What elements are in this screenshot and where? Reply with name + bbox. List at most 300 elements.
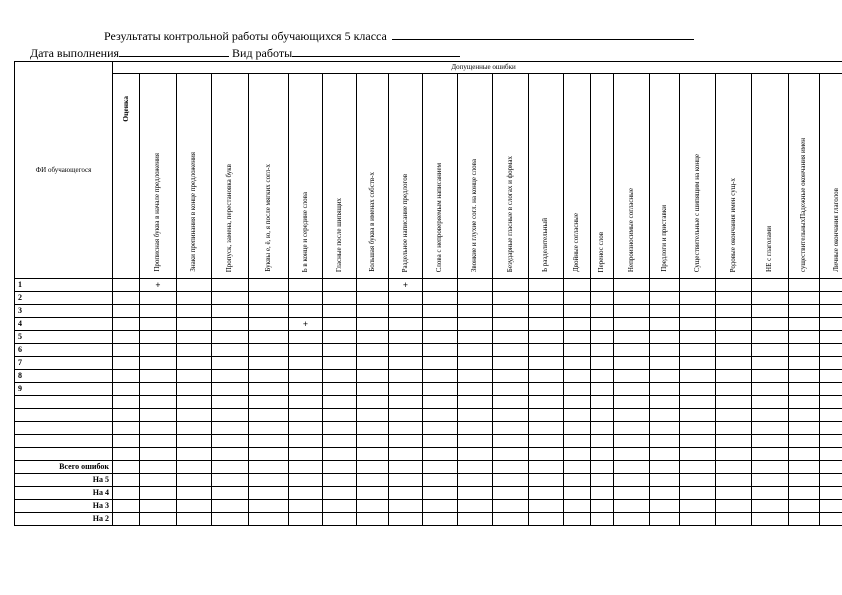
- error-mark-cell[interactable]: [614, 396, 650, 409]
- error-mark-cell[interactable]: [212, 448, 249, 461]
- error-mark-cell[interactable]: [820, 292, 842, 305]
- totals-cell[interactable]: [423, 513, 458, 526]
- error-mark-cell[interactable]: [389, 409, 423, 422]
- error-mark-cell[interactable]: [249, 409, 289, 422]
- totals-cell[interactable]: [113, 487, 140, 500]
- totals-cell[interactable]: [249, 487, 289, 500]
- error-mark-cell[interactable]: [752, 331, 789, 344]
- error-mark-cell[interactable]: [212, 344, 249, 357]
- error-mark-cell[interactable]: [289, 409, 323, 422]
- totals-cell[interactable]: [493, 487, 529, 500]
- error-mark-cell[interactable]: [529, 305, 564, 318]
- error-mark-cell[interactable]: [564, 370, 591, 383]
- error-mark-cell[interactable]: [140, 396, 177, 409]
- totals-cell[interactable]: [564, 461, 591, 474]
- totals-cell[interactable]: [680, 500, 716, 513]
- totals-cell[interactable]: [289, 474, 323, 487]
- error-mark-cell[interactable]: [389, 344, 423, 357]
- totals-cell[interactable]: [323, 500, 357, 513]
- error-mark-cell[interactable]: [249, 331, 289, 344]
- error-mark-cell[interactable]: [752, 396, 789, 409]
- error-mark-cell[interactable]: [323, 292, 357, 305]
- grade-cell[interactable]: [113, 279, 140, 292]
- error-mark-cell[interactable]: [820, 383, 842, 396]
- error-mark-cell[interactable]: [820, 448, 842, 461]
- error-mark-cell[interactable]: [357, 370, 389, 383]
- error-mark-cell[interactable]: [493, 305, 529, 318]
- error-mark-cell[interactable]: [140, 344, 177, 357]
- student-name-cell[interactable]: 7: [15, 357, 113, 370]
- totals-cell[interactable]: [113, 461, 140, 474]
- totals-cell[interactable]: [614, 474, 650, 487]
- error-mark-cell[interactable]: [458, 305, 493, 318]
- error-mark-cell[interactable]: [716, 396, 752, 409]
- error-mark-cell[interactable]: [389, 370, 423, 383]
- error-mark-cell[interactable]: [423, 344, 458, 357]
- error-mark-cell[interactable]: [249, 357, 289, 370]
- error-mark-cell[interactable]: [789, 305, 820, 318]
- error-mark-cell[interactable]: [680, 357, 716, 370]
- error-mark-cell[interactable]: [212, 279, 249, 292]
- grade-cell[interactable]: [113, 331, 140, 344]
- error-mark-cell[interactable]: [389, 357, 423, 370]
- error-mark-cell[interactable]: [591, 435, 614, 448]
- totals-cell[interactable]: [529, 461, 564, 474]
- error-mark-cell[interactable]: [389, 396, 423, 409]
- totals-cell[interactable]: [289, 461, 323, 474]
- totals-cell[interactable]: [752, 474, 789, 487]
- totals-cell[interactable]: [212, 474, 249, 487]
- totals-cell[interactable]: [140, 513, 177, 526]
- error-mark-cell[interactable]: [789, 292, 820, 305]
- error-mark-cell[interactable]: [140, 435, 177, 448]
- error-mark-cell[interactable]: [423, 318, 458, 331]
- totals-cell[interactable]: [752, 500, 789, 513]
- error-mark-cell[interactable]: [357, 409, 389, 422]
- error-mark-cell[interactable]: [650, 331, 680, 344]
- totals-cell[interactable]: [423, 461, 458, 474]
- totals-cell[interactable]: [591, 474, 614, 487]
- totals-cell[interactable]: [389, 513, 423, 526]
- totals-cell[interactable]: [212, 487, 249, 500]
- totals-cell[interactable]: [716, 474, 752, 487]
- totals-cell[interactable]: [789, 513, 820, 526]
- error-mark-cell[interactable]: [614, 292, 650, 305]
- error-mark-cell[interactable]: [591, 279, 614, 292]
- error-mark-cell[interactable]: [289, 331, 323, 344]
- totals-cell[interactable]: [323, 487, 357, 500]
- error-mark-cell[interactable]: [423, 370, 458, 383]
- error-mark-cell[interactable]: [529, 279, 564, 292]
- error-mark-cell[interactable]: [716, 370, 752, 383]
- error-mark-cell[interactable]: [389, 305, 423, 318]
- error-mark-cell[interactable]: [458, 292, 493, 305]
- totals-cell[interactable]: [113, 500, 140, 513]
- totals-cell[interactable]: [529, 474, 564, 487]
- error-mark-cell[interactable]: [820, 318, 842, 331]
- error-mark-cell[interactable]: [177, 396, 212, 409]
- error-mark-cell[interactable]: [650, 422, 680, 435]
- error-mark-cell[interactable]: [289, 279, 323, 292]
- totals-cell[interactable]: [614, 500, 650, 513]
- error-mark-cell[interactable]: [650, 448, 680, 461]
- totals-cell[interactable]: [423, 487, 458, 500]
- error-mark-cell[interactable]: [249, 370, 289, 383]
- error-mark-cell[interactable]: [716, 331, 752, 344]
- error-mark-cell[interactable]: [177, 409, 212, 422]
- error-mark-cell[interactable]: [591, 370, 614, 383]
- error-mark-cell[interactable]: [177, 357, 212, 370]
- student-name-cell[interactable]: [15, 396, 113, 409]
- error-mark-cell[interactable]: [650, 279, 680, 292]
- error-mark-cell[interactable]: [323, 370, 357, 383]
- grade-cell[interactable]: [113, 396, 140, 409]
- error-mark-cell[interactable]: [564, 292, 591, 305]
- totals-cell[interactable]: [177, 500, 212, 513]
- error-mark-cell[interactable]: [177, 318, 212, 331]
- error-mark-cell[interactable]: [529, 383, 564, 396]
- error-mark-cell[interactable]: [789, 448, 820, 461]
- totals-cell[interactable]: [752, 487, 789, 500]
- totals-cell[interactable]: [789, 461, 820, 474]
- error-mark-cell[interactable]: [820, 396, 842, 409]
- student-name-cell[interactable]: 5: [15, 331, 113, 344]
- error-mark-cell[interactable]: [650, 292, 680, 305]
- error-mark-cell[interactable]: [680, 409, 716, 422]
- totals-cell[interactable]: [591, 461, 614, 474]
- error-mark-cell[interactable]: [564, 305, 591, 318]
- error-mark-cell[interactable]: [140, 318, 177, 331]
- error-mark-cell[interactable]: [249, 305, 289, 318]
- totals-cell[interactable]: [716, 461, 752, 474]
- error-mark-cell[interactable]: [716, 422, 752, 435]
- error-mark-cell[interactable]: [323, 279, 357, 292]
- totals-cell[interactable]: [357, 461, 389, 474]
- error-mark-cell[interactable]: [614, 448, 650, 461]
- error-mark-cell[interactable]: [357, 448, 389, 461]
- error-mark-cell[interactable]: [789, 396, 820, 409]
- error-mark-cell[interactable]: [789, 357, 820, 370]
- totals-cell[interactable]: [140, 500, 177, 513]
- grade-cell[interactable]: [113, 435, 140, 448]
- error-mark-cell[interactable]: [680, 292, 716, 305]
- error-mark-cell[interactable]: [564, 435, 591, 448]
- error-mark-cell[interactable]: [357, 344, 389, 357]
- error-mark-cell[interactable]: [177, 279, 212, 292]
- totals-cell[interactable]: [289, 513, 323, 526]
- totals-cell[interactable]: [820, 500, 842, 513]
- error-mark-cell[interactable]: [564, 279, 591, 292]
- error-mark-cell[interactable]: [680, 396, 716, 409]
- error-mark-cell[interactable]: [249, 422, 289, 435]
- error-mark-cell[interactable]: +: [389, 279, 423, 292]
- error-mark-cell[interactable]: [493, 344, 529, 357]
- error-mark-cell[interactable]: [423, 357, 458, 370]
- error-mark-cell[interactable]: [389, 448, 423, 461]
- totals-cell[interactable]: [820, 513, 842, 526]
- error-mark-cell[interactable]: [650, 383, 680, 396]
- totals-cell[interactable]: [591, 500, 614, 513]
- error-mark-cell[interactable]: [357, 383, 389, 396]
- error-mark-cell[interactable]: [591, 422, 614, 435]
- totals-cell[interactable]: [177, 513, 212, 526]
- error-mark-cell[interactable]: [529, 422, 564, 435]
- error-mark-cell[interactable]: [820, 331, 842, 344]
- error-mark-cell[interactable]: [789, 435, 820, 448]
- error-mark-cell[interactable]: [650, 435, 680, 448]
- error-mark-cell[interactable]: [820, 370, 842, 383]
- totals-cell[interactable]: [820, 487, 842, 500]
- totals-cell[interactable]: [389, 487, 423, 500]
- error-mark-cell[interactable]: [529, 344, 564, 357]
- error-mark-cell[interactable]: [591, 409, 614, 422]
- error-mark-cell[interactable]: [493, 357, 529, 370]
- error-mark-cell[interactable]: [752, 318, 789, 331]
- error-mark-cell[interactable]: [591, 331, 614, 344]
- grade-cell[interactable]: [113, 370, 140, 383]
- totals-cell[interactable]: [650, 461, 680, 474]
- error-mark-cell[interactable]: [716, 448, 752, 461]
- error-mark-cell[interactable]: [564, 318, 591, 331]
- totals-cell[interactable]: [289, 487, 323, 500]
- error-mark-cell[interactable]: [289, 448, 323, 461]
- error-mark-cell[interactable]: [177, 422, 212, 435]
- totals-cell[interactable]: [249, 500, 289, 513]
- error-mark-cell[interactable]: [389, 422, 423, 435]
- error-mark-cell[interactable]: [323, 331, 357, 344]
- totals-cell[interactable]: [820, 474, 842, 487]
- error-mark-cell[interactable]: [212, 422, 249, 435]
- totals-cell[interactable]: [458, 513, 493, 526]
- error-mark-cell[interactable]: [177, 448, 212, 461]
- totals-cell[interactable]: [177, 487, 212, 500]
- totals-cell[interactable]: [650, 474, 680, 487]
- error-mark-cell[interactable]: [249, 435, 289, 448]
- error-mark-cell[interactable]: [212, 383, 249, 396]
- totals-cell[interactable]: [389, 500, 423, 513]
- error-mark-cell[interactable]: [650, 344, 680, 357]
- error-mark-cell[interactable]: [458, 409, 493, 422]
- error-mark-cell[interactable]: [591, 448, 614, 461]
- error-mark-cell[interactable]: [716, 318, 752, 331]
- error-mark-cell[interactable]: [716, 344, 752, 357]
- error-mark-cell[interactable]: [752, 448, 789, 461]
- totals-cell[interactable]: [614, 461, 650, 474]
- totals-cell[interactable]: [789, 474, 820, 487]
- error-mark-cell[interactable]: [650, 370, 680, 383]
- error-mark-cell[interactable]: [289, 344, 323, 357]
- totals-cell[interactable]: [650, 487, 680, 500]
- error-mark-cell[interactable]: [716, 279, 752, 292]
- error-mark-cell[interactable]: [752, 279, 789, 292]
- error-mark-cell[interactable]: [177, 292, 212, 305]
- totals-cell[interactable]: [458, 487, 493, 500]
- totals-cell[interactable]: [177, 474, 212, 487]
- error-mark-cell[interactable]: [140, 331, 177, 344]
- error-mark-cell[interactable]: [389, 292, 423, 305]
- student-name-cell[interactable]: [15, 409, 113, 422]
- error-mark-cell[interactable]: [820, 279, 842, 292]
- error-mark-cell[interactable]: [614, 409, 650, 422]
- error-mark-cell[interactable]: [458, 422, 493, 435]
- totals-cell[interactable]: [716, 487, 752, 500]
- error-mark-cell[interactable]: [323, 318, 357, 331]
- grade-cell[interactable]: [113, 318, 140, 331]
- grade-cell[interactable]: [113, 357, 140, 370]
- error-mark-cell[interactable]: [529, 331, 564, 344]
- totals-cell[interactable]: [614, 487, 650, 500]
- error-mark-cell[interactable]: [323, 422, 357, 435]
- error-mark-cell[interactable]: [323, 383, 357, 396]
- error-mark-cell[interactable]: [493, 318, 529, 331]
- error-mark-cell[interactable]: [177, 331, 212, 344]
- student-name-cell[interactable]: 9: [15, 383, 113, 396]
- error-mark-cell[interactable]: [680, 318, 716, 331]
- error-mark-cell[interactable]: [789, 383, 820, 396]
- error-mark-cell[interactable]: [458, 318, 493, 331]
- error-mark-cell[interactable]: [289, 370, 323, 383]
- error-mark-cell[interactable]: [752, 344, 789, 357]
- error-mark-cell[interactable]: [357, 292, 389, 305]
- error-mark-cell[interactable]: [789, 344, 820, 357]
- error-mark-cell[interactable]: [249, 279, 289, 292]
- totals-cell[interactable]: [357, 474, 389, 487]
- error-mark-cell[interactable]: [591, 318, 614, 331]
- error-mark-cell[interactable]: [423, 383, 458, 396]
- error-mark-cell[interactable]: [493, 292, 529, 305]
- totals-cell[interactable]: [323, 474, 357, 487]
- error-mark-cell[interactable]: [614, 344, 650, 357]
- error-mark-cell[interactable]: [614, 422, 650, 435]
- error-mark-cell[interactable]: [716, 383, 752, 396]
- error-mark-cell[interactable]: [323, 305, 357, 318]
- student-name-cell[interactable]: 1: [15, 279, 113, 292]
- error-mark-cell[interactable]: [564, 422, 591, 435]
- error-mark-cell[interactable]: [423, 422, 458, 435]
- error-mark-cell[interactable]: [493, 448, 529, 461]
- error-mark-cell[interactable]: [529, 435, 564, 448]
- error-mark-cell[interactable]: [212, 331, 249, 344]
- error-mark-cell[interactable]: [529, 396, 564, 409]
- error-mark-cell[interactable]: [249, 383, 289, 396]
- totals-cell[interactable]: [113, 513, 140, 526]
- error-mark-cell[interactable]: [752, 422, 789, 435]
- error-mark-cell[interactable]: [357, 331, 389, 344]
- error-mark-cell[interactable]: [752, 409, 789, 422]
- grade-cell[interactable]: [113, 409, 140, 422]
- error-mark-cell[interactable]: [212, 370, 249, 383]
- totals-cell[interactable]: [650, 513, 680, 526]
- error-mark-cell[interactable]: [650, 305, 680, 318]
- error-mark-cell[interactable]: [357, 357, 389, 370]
- error-mark-cell[interactable]: [177, 370, 212, 383]
- error-mark-cell[interactable]: [289, 435, 323, 448]
- error-mark-cell[interactable]: [591, 357, 614, 370]
- error-mark-cell[interactable]: [564, 331, 591, 344]
- totals-cell[interactable]: [820, 461, 842, 474]
- error-mark-cell[interactable]: [820, 409, 842, 422]
- totals-cell[interactable]: [323, 461, 357, 474]
- error-mark-cell[interactable]: [493, 422, 529, 435]
- error-mark-cell[interactable]: [458, 331, 493, 344]
- error-mark-cell[interactable]: [140, 409, 177, 422]
- totals-cell[interactable]: [113, 474, 140, 487]
- error-mark-cell[interactable]: [389, 383, 423, 396]
- error-mark-cell[interactable]: [323, 448, 357, 461]
- totals-cell[interactable]: [680, 487, 716, 500]
- totals-cell[interactable]: [591, 513, 614, 526]
- error-mark-cell[interactable]: [529, 409, 564, 422]
- error-mark-cell[interactable]: [614, 331, 650, 344]
- totals-cell[interactable]: [650, 500, 680, 513]
- error-mark-cell[interactable]: [680, 422, 716, 435]
- error-mark-cell[interactable]: [752, 383, 789, 396]
- error-mark-cell[interactable]: [423, 305, 458, 318]
- error-mark-cell[interactable]: [389, 435, 423, 448]
- error-mark-cell[interactable]: [680, 344, 716, 357]
- error-mark-cell[interactable]: [564, 383, 591, 396]
- student-name-cell[interactable]: [15, 448, 113, 461]
- error-mark-cell[interactable]: +: [289, 318, 323, 331]
- error-mark-cell[interactable]: [357, 305, 389, 318]
- error-mark-cell[interactable]: [716, 435, 752, 448]
- error-mark-cell[interactable]: [249, 396, 289, 409]
- totals-cell[interactable]: [752, 461, 789, 474]
- error-mark-cell[interactable]: [493, 396, 529, 409]
- totals-cell[interactable]: [564, 474, 591, 487]
- error-mark-cell[interactable]: [140, 357, 177, 370]
- error-mark-cell[interactable]: [423, 396, 458, 409]
- error-mark-cell[interactable]: [140, 292, 177, 305]
- error-mark-cell[interactable]: [820, 422, 842, 435]
- grade-cell[interactable]: [113, 448, 140, 461]
- error-mark-cell[interactable]: [614, 370, 650, 383]
- error-mark-cell[interactable]: [529, 292, 564, 305]
- error-mark-cell[interactable]: [716, 292, 752, 305]
- error-mark-cell[interactable]: [650, 409, 680, 422]
- totals-cell[interactable]: [323, 513, 357, 526]
- totals-cell[interactable]: [752, 513, 789, 526]
- totals-cell[interactable]: [140, 487, 177, 500]
- error-mark-cell[interactable]: [789, 422, 820, 435]
- error-mark-cell[interactable]: [752, 292, 789, 305]
- totals-cell[interactable]: [529, 500, 564, 513]
- error-mark-cell[interactable]: [212, 305, 249, 318]
- error-mark-cell[interactable]: [249, 448, 289, 461]
- totals-cell[interactable]: [389, 474, 423, 487]
- totals-cell[interactable]: [716, 500, 752, 513]
- error-mark-cell[interactable]: [212, 409, 249, 422]
- error-mark-cell[interactable]: [423, 292, 458, 305]
- error-mark-cell[interactable]: [680, 370, 716, 383]
- error-mark-cell[interactable]: [289, 292, 323, 305]
- error-mark-cell[interactable]: [289, 422, 323, 435]
- error-mark-cell[interactable]: [289, 305, 323, 318]
- totals-cell[interactable]: [458, 500, 493, 513]
- error-mark-cell[interactable]: [789, 370, 820, 383]
- error-mark-cell[interactable]: [212, 435, 249, 448]
- error-mark-cell[interactable]: [423, 409, 458, 422]
- student-name-cell[interactable]: 2: [15, 292, 113, 305]
- error-mark-cell[interactable]: [493, 409, 529, 422]
- totals-cell[interactable]: [591, 487, 614, 500]
- error-mark-cell[interactable]: [591, 383, 614, 396]
- error-mark-cell[interactable]: +: [140, 279, 177, 292]
- error-mark-cell[interactable]: [680, 448, 716, 461]
- error-mark-cell[interactable]: [249, 344, 289, 357]
- error-mark-cell[interactable]: [177, 383, 212, 396]
- error-mark-cell[interactable]: [458, 383, 493, 396]
